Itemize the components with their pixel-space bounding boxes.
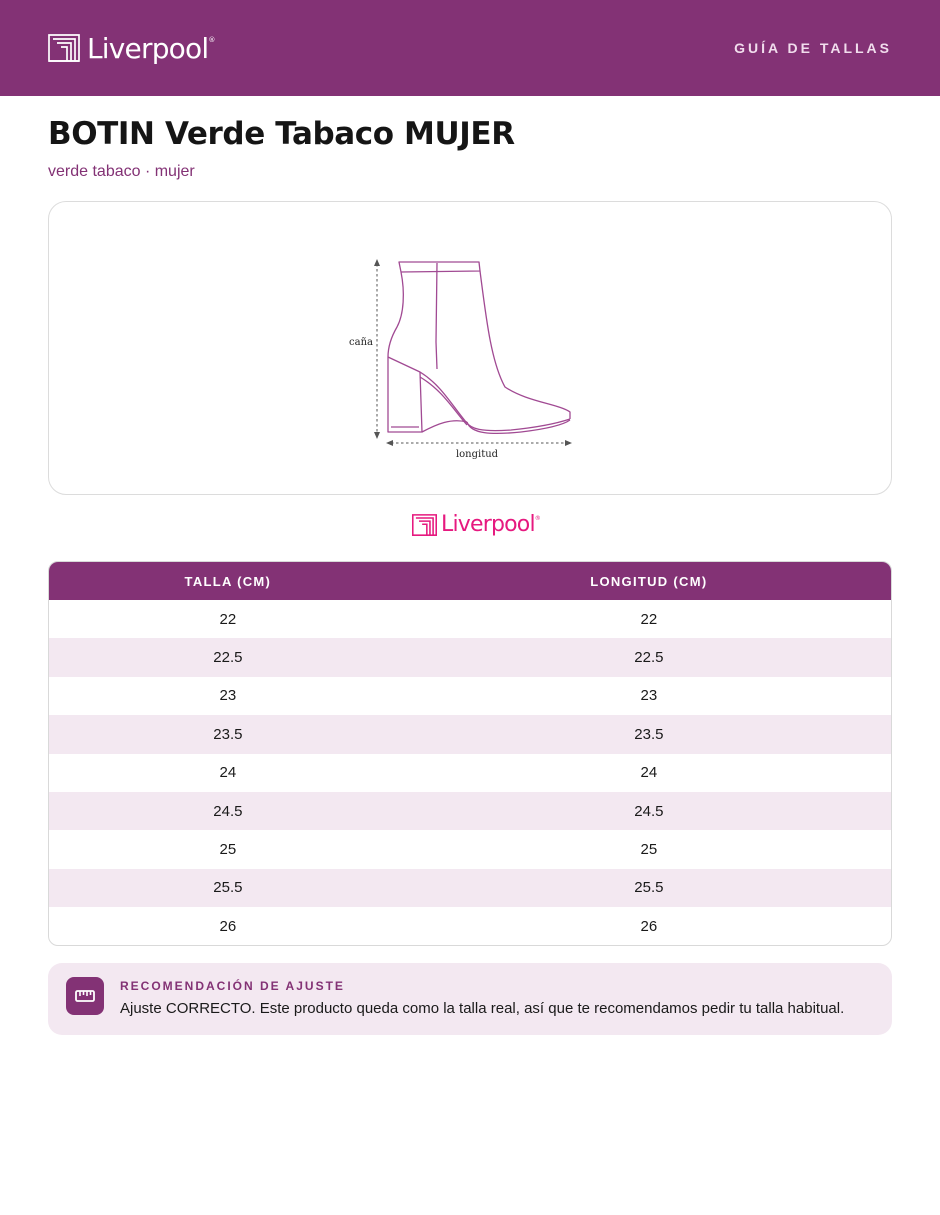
talla-cell: 23.5 — [49, 715, 407, 753]
liverpool-logo-icon — [48, 34, 80, 62]
liverpool-wordmark: Liverpool® — [87, 31, 216, 65]
table-row — [49, 907, 891, 945]
column-header-talla: TALLA (CM) — [49, 562, 407, 600]
product-title: BOTIN Verde Tabaco MUJER — [48, 116, 515, 152]
measurement-figure-card — [48, 201, 892, 495]
table-row — [49, 754, 891, 792]
longitud-cell: 23.5 — [407, 715, 891, 753]
measure-lines — [377, 264, 567, 443]
longitud-cell: 22.5 — [407, 638, 891, 676]
table-row — [49, 600, 891, 638]
boot-outline — [388, 262, 570, 433]
table-row — [49, 715, 891, 753]
talla-cell: 25 — [219, 841, 237, 859]
longitud-cell: 24.5 — [407, 792, 891, 830]
fit-recommendation — [48, 963, 892, 1035]
liverpool-logo-icon — [412, 514, 437, 536]
size-table — [48, 561, 892, 946]
talla-cell: 24 — [219, 764, 237, 782]
ruler-icon-glyph — [75, 989, 95, 1003]
table-header-row — [49, 562, 891, 600]
column-header-longitud: LONGITUD (CM) — [407, 562, 891, 600]
talla-cell: 22.5 — [49, 638, 407, 676]
talla-cell: 22 — [219, 610, 237, 628]
liverpool-wordmark: Liverpool® — [441, 512, 541, 537]
longitud-cell: 23 — [640, 687, 658, 705]
table-row — [49, 677, 891, 715]
cana-label: caña — [349, 337, 373, 348]
table-row — [49, 638, 891, 676]
ruler-icon — [66, 977, 104, 1015]
boot-diagram — [341, 222, 591, 472]
header-title: GUÍA DE TALLAS — [734, 40, 892, 56]
longitud-label: longitud — [455, 449, 499, 460]
longitud-cell: 25 — [640, 841, 658, 859]
talla-cell: 24.5 — [49, 792, 407, 830]
longitud-cell: 24 — [640, 764, 658, 782]
liverpool-logo-secondary — [412, 512, 541, 537]
talla-cell: 25.5 — [49, 869, 407, 907]
page-header — [0, 0, 940, 96]
talla-cell: 23 — [219, 687, 237, 705]
table-row — [49, 792, 891, 830]
longitud-cell: 26 — [640, 917, 658, 935]
liverpool-logo[interactable] — [48, 32, 215, 65]
longitud-cell: 22 — [640, 610, 658, 628]
table-row — [49, 830, 891, 868]
talla-cell: 26 — [219, 917, 237, 935]
recommendation-label: RECOMENDACIÓN DE AJUSTE — [120, 979, 345, 993]
product-subtitle: verde tabaco · mujer — [48, 163, 195, 180]
table-row — [49, 869, 891, 907]
longitud-cell: 25.5 — [407, 869, 891, 907]
recommendation-text: Ajuste CORRECTO. Este producto queda como la talla real, así que te recomendamos pedir tu talla habitual. — [120, 1000, 845, 1017]
